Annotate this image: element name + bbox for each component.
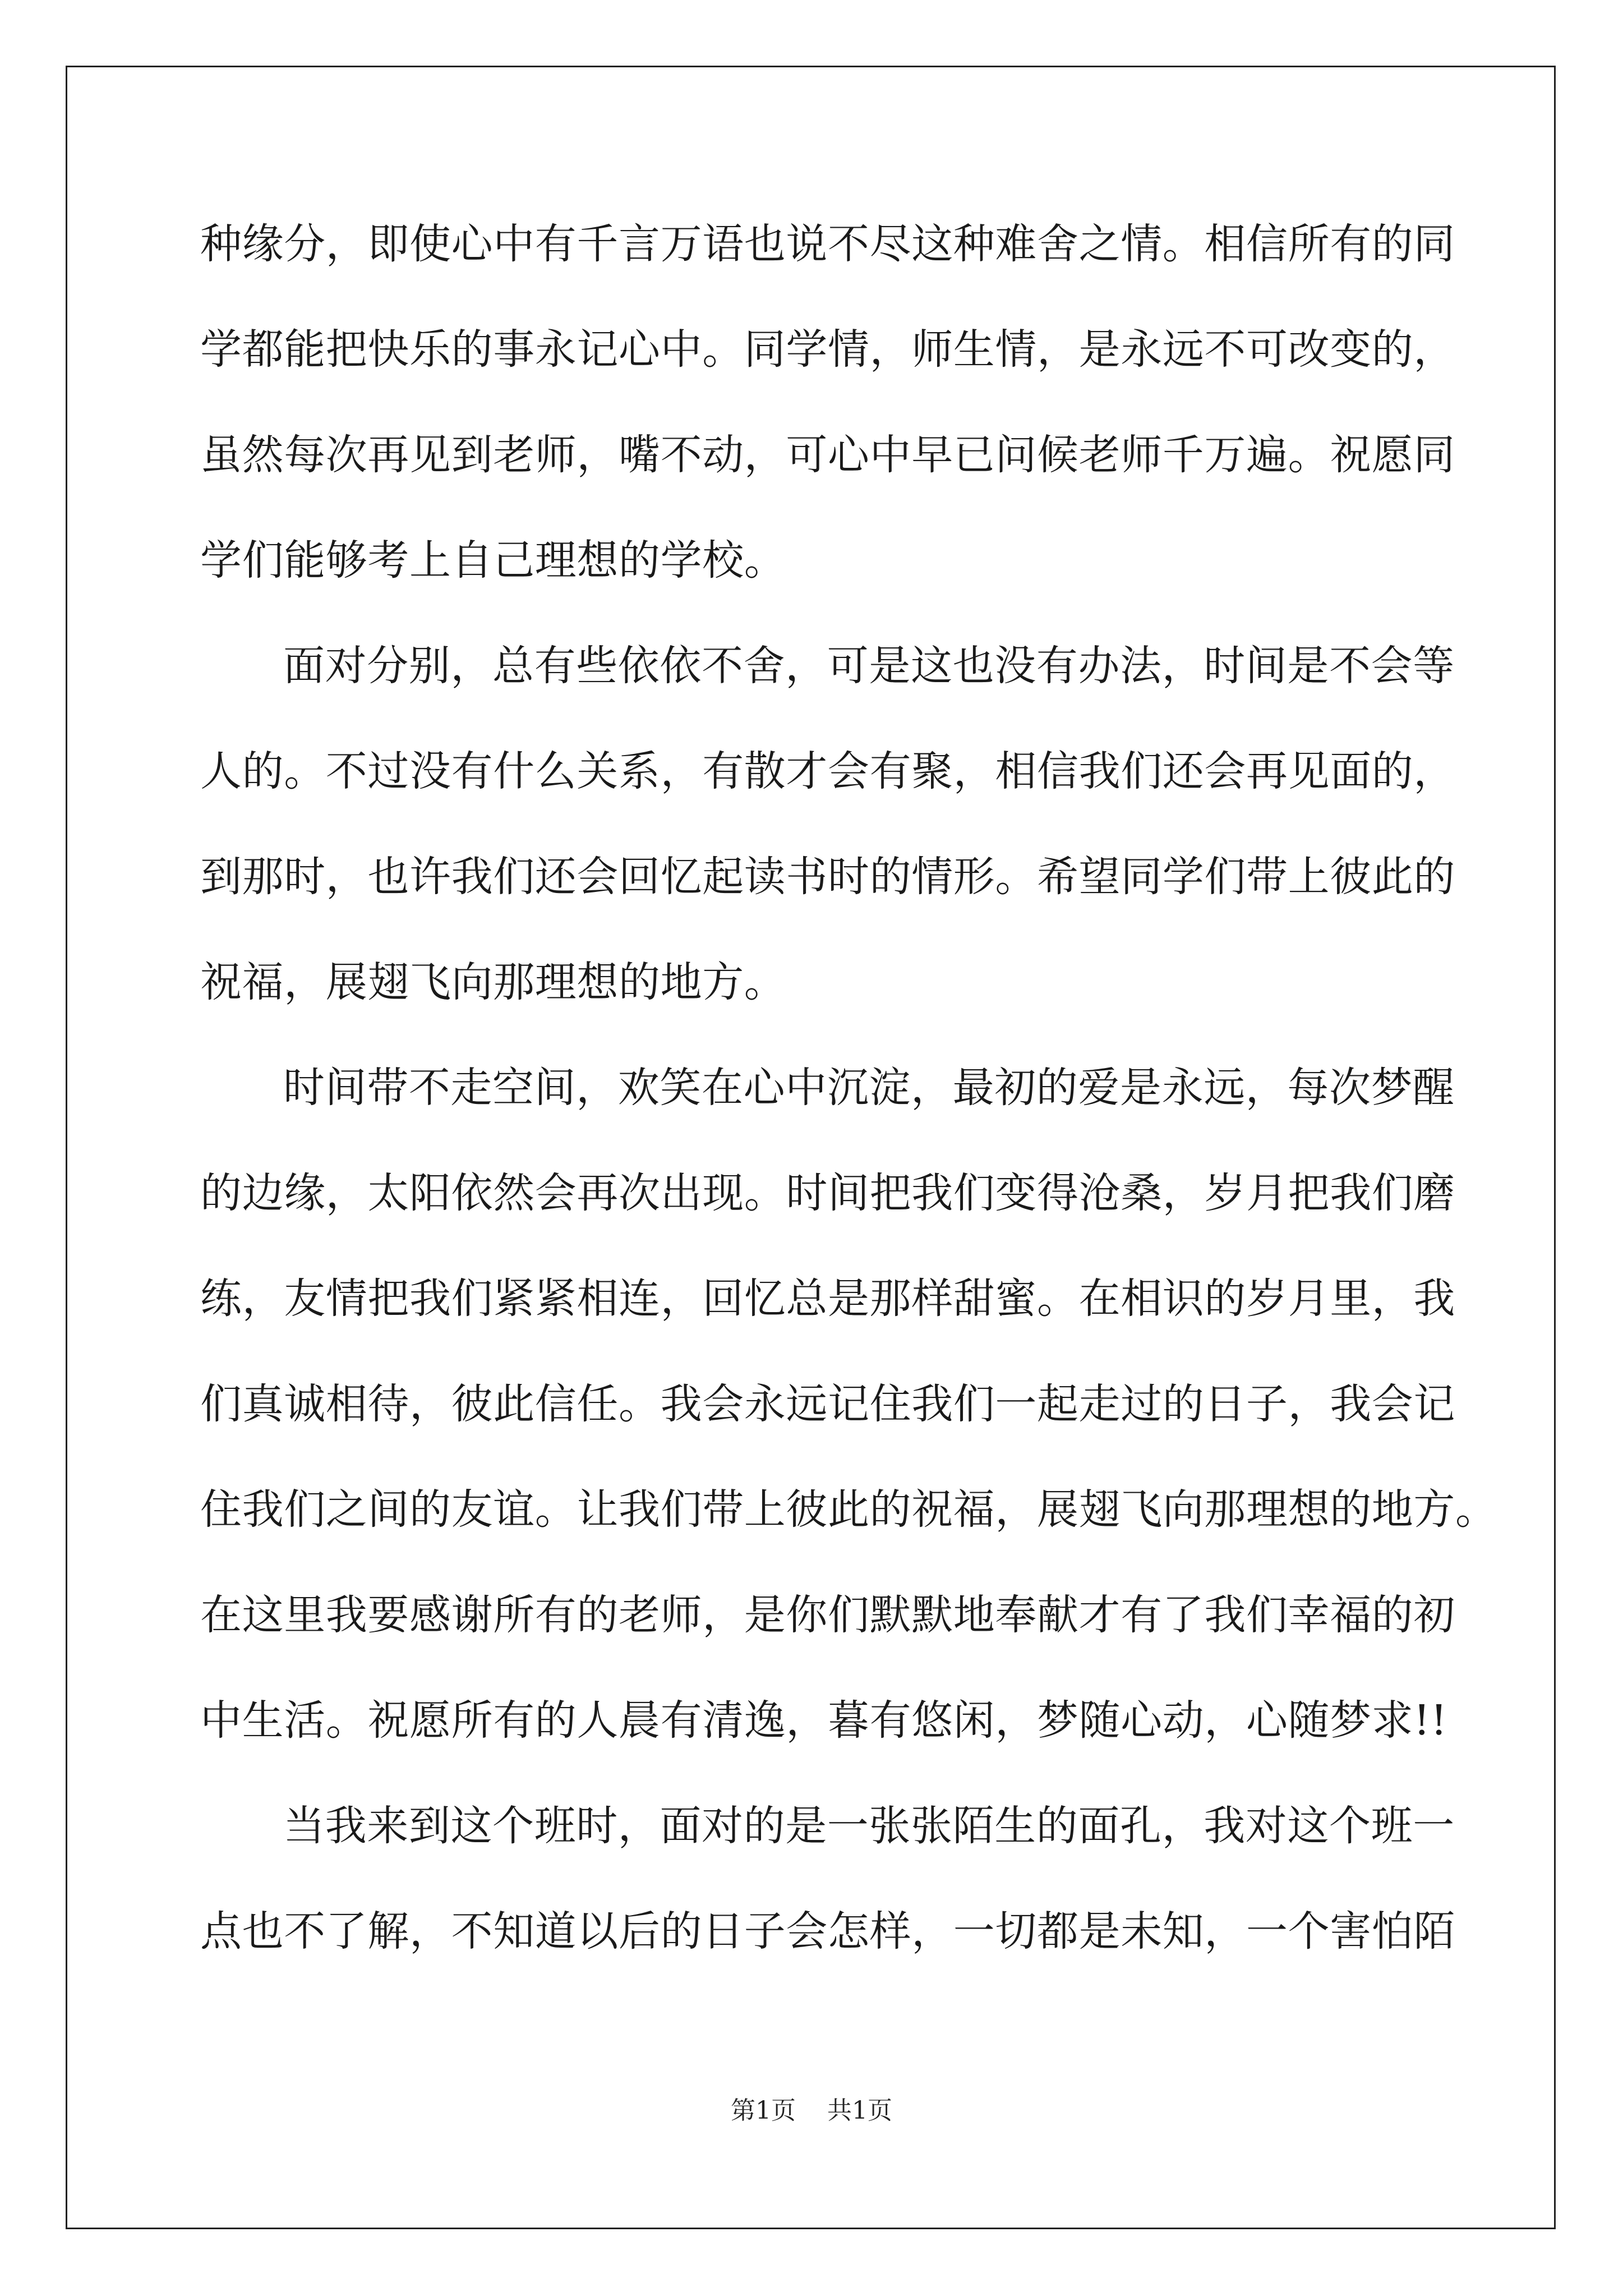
text-line: 住我们之间的友谊。让我们带上彼此的祝福，展翅飞向那理想的地方。	[200, 1485, 1497, 1534]
text-line: 点也不了解，不知道以后的日子会怎样，一切都是未知，一个害怕陌	[200, 1907, 1455, 1955]
document-body	[200, 220, 1497, 2016]
paragraph-first-line: 面对分别，总有些依依不舍，可是这也没有办法，时间是不会等	[283, 642, 1455, 690]
text-line: 到那时，也许我们还会回忆起读书时的情形。希望同学们带上彼此的	[200, 853, 1455, 901]
text-line: 们真诚相待，彼此信任。我会永远记住我们一起走过的日子，我会记	[200, 1380, 1455, 1428]
page-footer	[0, 2097, 1623, 2125]
page-number-total: 共1页	[827, 2096, 892, 2125]
text-line: 虽然每次再见到老师，嘴不动，可心中早已问候老师千万遍。祝愿同	[200, 431, 1455, 479]
text-line: 学们能够考上自己理想的学校。	[200, 536, 786, 585]
text-line: 中生活。祝愿所有的人晨有清逸，暮有悠闲，梦随心动，心随梦求!!	[200, 1696, 1448, 1745]
text-line: 种缘分，即使心中有千言万语也说不尽这种难舍之情。相信所有的同	[200, 220, 1455, 268]
text-line: 人的。不过没有什么关系，有散才会有聚，相信我们还会再见面的，	[200, 747, 1455, 795]
paragraph-first-line: 当我来到这个班时，面对的是一张张陌生的面孔，我对这个班一	[283, 1802, 1455, 1850]
text-line: 在这里我要感谢所有的老师，是你们默默地奉献才有了我们幸福的初	[200, 1591, 1455, 1639]
page-number-current: 第1页	[731, 2096, 796, 2125]
paragraph-first-line: 时间带不走空间，欢笑在心中沉淀，最初的爱是永远，每次梦醒	[283, 1064, 1455, 1112]
text-line: 祝福，展翅飞向那理想的地方。	[200, 958, 786, 1006]
text-line: 练，友情把我们紧紧相连，回忆总是那样甜蜜。在相识的岁月里，我	[200, 1274, 1455, 1323]
text-line: 学都能把快乐的事永记心中。同学情，师生情，是永远不可改变的，	[200, 325, 1455, 374]
text-line: 的边缘，太阳依然会再次出现。时间把我们变得沧桑，岁月把我们磨	[200, 1169, 1455, 1217]
